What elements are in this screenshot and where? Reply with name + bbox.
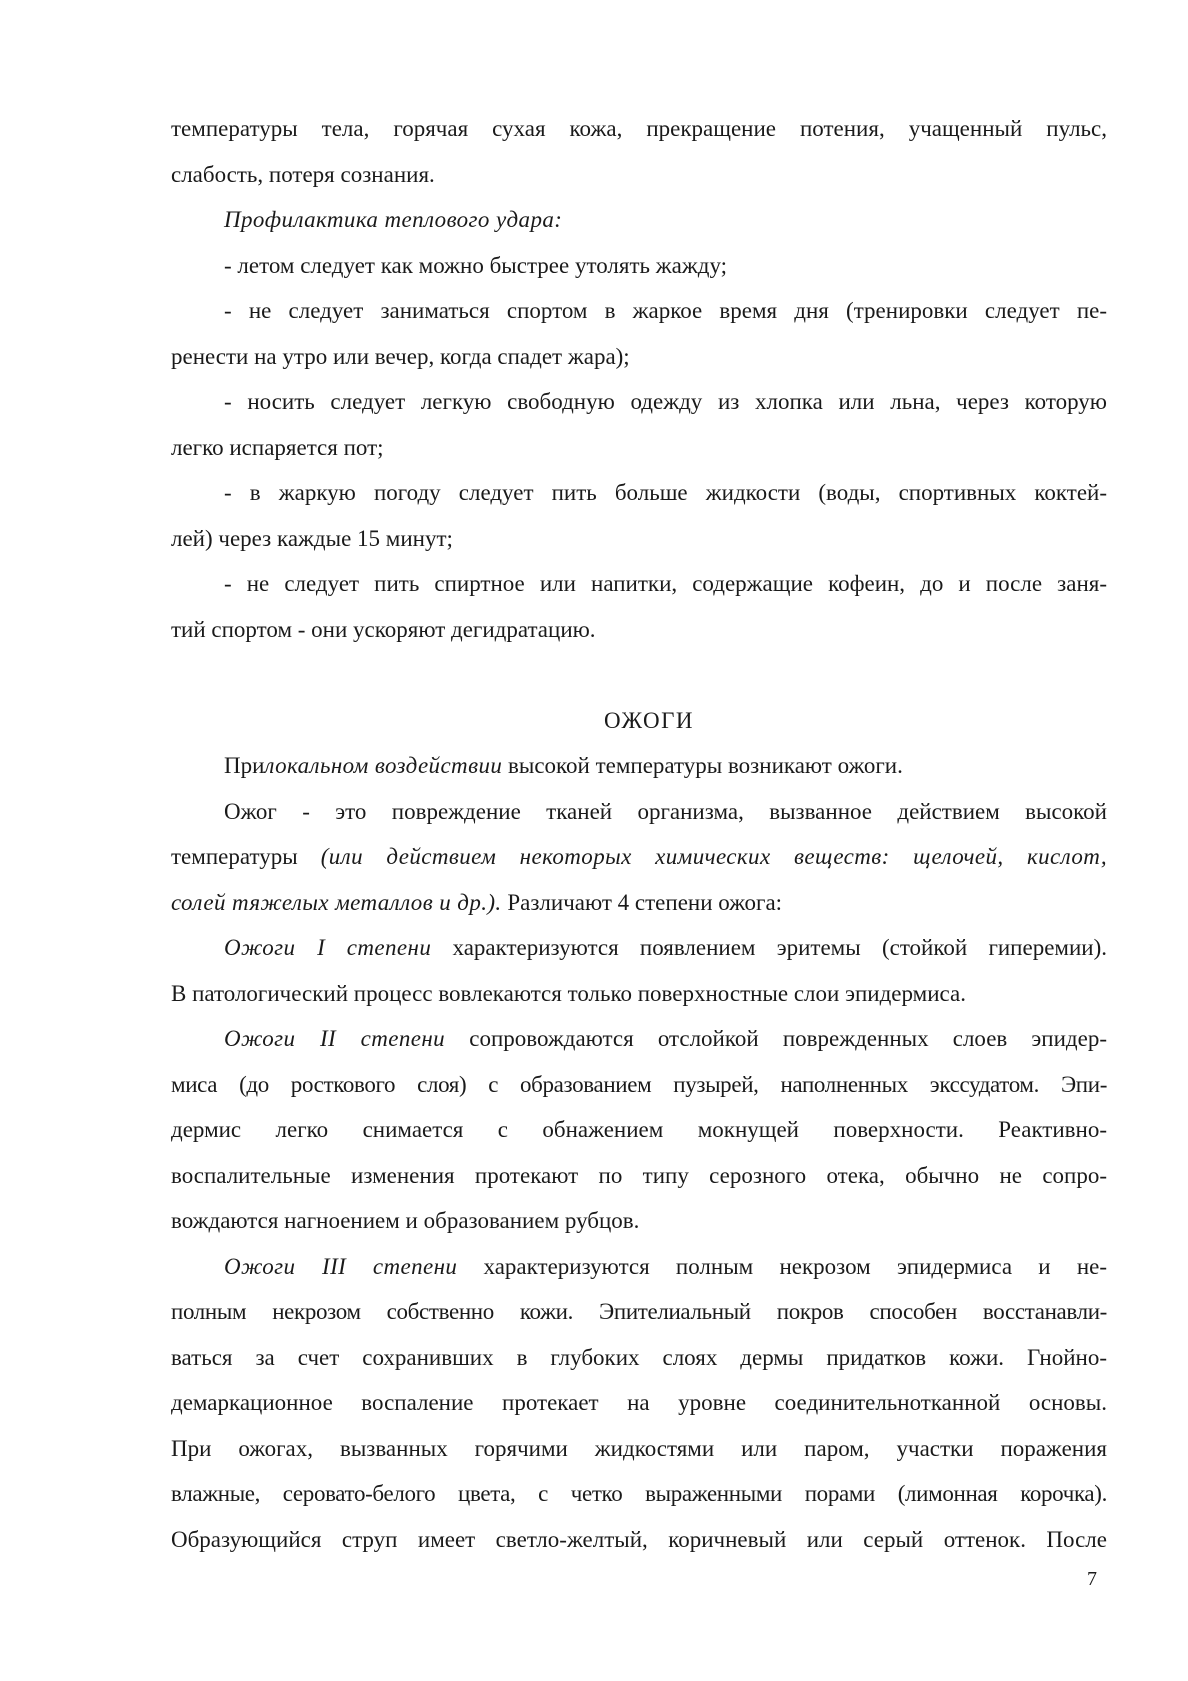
degree2-term: Ожоги II степени	[224, 1026, 446, 1051]
definition-italic: солей тяжелых металлов и др.).	[171, 889, 502, 915]
definition-line: Ожог - это повреждение тканей организма, вызванное действием высокой	[224, 798, 1107, 824]
list-item-continuation: легко испаряется пот;	[171, 434, 384, 460]
list-item-continuation: ренести на утро или вечер, когда спадет жара);	[171, 343, 630, 369]
spacer	[171, 652, 1107, 698]
prevention-title-text: Профилактика теплового удара:	[224, 207, 563, 232]
definition-normal: температуры	[171, 844, 321, 869]
definition-line	[171, 880, 1107, 926]
page-number: 7	[1087, 1568, 1097, 1590]
degree1-term: Ожоги I степени	[224, 935, 432, 960]
degree3-line: При ожогах, вызванных горячими жидкостями или паром, участки поражения	[171, 1435, 1107, 1461]
definition-normal: Различают 4 степени ожога:	[501, 889, 783, 915]
list-item: - не следует пить спиртное или напитки, содержащие кофеин, до и после заня-	[224, 571, 1107, 596]
list-item-continuation: тий спортом - они ускоряют дегидратацию.	[171, 616, 596, 642]
intro-line	[171, 743, 1107, 789]
degree2-line: воспалительные изменения протекают по типу серозного отека, обычно не сопро-	[171, 1162, 1107, 1188]
degree3-line: полным некрозом собственно кожи. Эпителиальный покров способен восстанавли-	[171, 1299, 1107, 1324]
degree2-text: сопровождаются отслойкой поврежденных слоев эпидер-	[445, 1026, 1107, 1051]
definition-italic: (или действием некоторых химических веществ: щелочей, кислот,	[320, 844, 1107, 869]
degree3-line: демаркационное воспаление протекает на уровне соединительнотканной основы.	[171, 1390, 1107, 1415]
degree2-line	[171, 1016, 1107, 1062]
list-item: - не следует заниматься спортом в жаркое время дня (тренировки следует пе-	[224, 298, 1107, 323]
list-item: - в жаркую погоду следует пить больше жидкости (воды, спортивных коктей-	[224, 480, 1107, 505]
degree3-line: влажные, серовато-белого цвета, с четко выраженными порами (лимонная корочка).	[171, 1481, 1107, 1506]
document-page	[171, 106, 1107, 1562]
degree3-line: Образующийся струп имеет светло-желтый, коричневый или серый оттенок. После	[171, 1526, 1107, 1552]
list-item: - носить следует легкую свободную одежду из хлопка или льна, через которую	[224, 389, 1107, 414]
degree1-line: В патологический процесс вовлекаются только поверхностные слои эпидермиса.	[171, 980, 966, 1006]
degree2-line: миса (до росткового слоя) с образованием пузырей, наполненных экссудатом. Эпи-	[171, 1071, 1107, 1097]
degree1-line	[171, 925, 1107, 971]
definition-line	[171, 834, 1107, 880]
list-item: - летом следует как можно быстрее утолять жажду;	[224, 252, 728, 278]
intro-prefix: При	[224, 753, 265, 778]
degree3-line	[171, 1244, 1107, 1290]
prevention-title	[171, 197, 1107, 243]
text-line: слабость, потеря сознания.	[171, 161, 435, 187]
intro-suffix: высокой температуры возникают ожоги.	[502, 753, 903, 778]
degree3-text: характеризуются полным некрозом эпидермиса и не-	[457, 1253, 1108, 1279]
text-line: температуры тела, горячая сухая кожа, прекращение потения, учащенный пульс,	[171, 116, 1107, 141]
degree3-term: Ожоги III степени	[224, 1253, 458, 1279]
list-item-continuation: лей) через каждые 15 минут;	[171, 525, 453, 551]
degree3-line: ваться за счет сохранивших в глубоких слоях дермы придатков кожи. Гнойно-	[171, 1344, 1107, 1370]
degree2-line: дермис легко снимается с обнажением мокнущей поверхности. Реактивно-	[171, 1117, 1107, 1142]
degree2-line: вождаются нагноением и образованием рубцов.	[171, 1208, 640, 1233]
section-heading: ОЖОГИ	[603, 708, 695, 733]
intro-italic: локальном воздействии	[264, 753, 503, 778]
degree1-text: характеризуются появлением эритемы (стойкой гиперемии).	[431, 935, 1107, 960]
